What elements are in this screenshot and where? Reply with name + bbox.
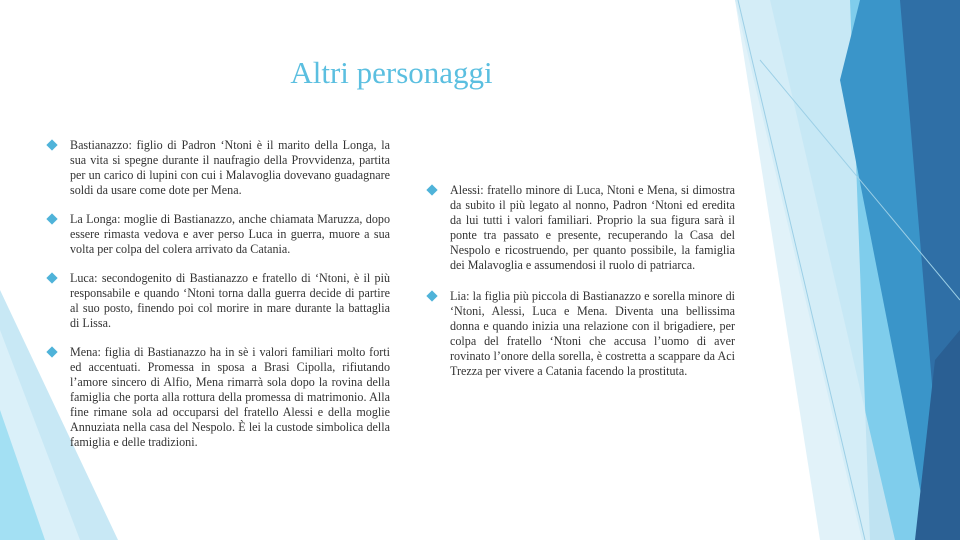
bullet-lia: [428, 289, 735, 379]
character-description: : la figlia più piccola di Bastianazzo e sorella minore di ‘Ntoni, Alessi, Luca e Mena. Diventa una bellissima donna e quando inizia una relazione con il brigadiere, per colpa del fratello ‘Ntoni che accusa l’uomo di aver rovinato l’onore della sorella, è costretta a scappare da Aci Trezza per vivere a Catania facendo la prostituta.: [450, 289, 735, 378]
bullet-luca: [48, 271, 390, 331]
diamond-bullet-icon: [46, 213, 57, 224]
slide-title: Altri personaggi: [290, 55, 493, 90]
diamond-bullet-icon: [46, 139, 57, 150]
character-name: Luca: [70, 271, 95, 285]
left-column: [48, 138, 390, 464]
character-description: : secondogenito di Bastianazzo e fratello di ‘Ntoni, è il più responsabile e quando ‘Ntoni torna dalla guerra decide di partire al suo posto, finendo poi col morire in mare durante la battaglia di Lissa.: [70, 271, 390, 330]
diamond-bullet-icon: [426, 290, 437, 301]
character-name: Lia: [450, 289, 467, 303]
character-description: : figlio di Padron ‘Ntoni è il marito della Longa, la sua vita si spegne durante il naufragio della Provvidenza, partita per un carico di lupini con cui i Malavoglia dovevano guadagnare soldi da usare come dote per Mena.: [70, 138, 390, 197]
character-description: : figlia di Bastianazzo ha in sè i valori familiari molto forti ed accentuati. Promessa in sposa a Brasi Cipolla, rifiutando l’amore sincero di Alfio, Mena rimarrà sola dopo la rovina della famiglia che porta alla rottura della promessa di matrimonio. Alla fine rimane sola ad occuparsi del fratello Alessi e della moglie Annuziata nella casa del Nespolo. È lei la custode simbolica della famiglia e delle tradizioni.: [70, 345, 390, 449]
bullet-mena: [48, 345, 390, 450]
character-description: : fratello minore di Luca, Ntoni e Mena, si dimostra da subito il più legato al nonno, Padron ‘Ntoni ed eredita da lui tutti i valori familiari. Proprio la sua figura sarà il ponte tra passato e presente, recuperando la Casa del Nespolo e ricostruendo, per quanto possibile, la famiglia dei Malavoglia e assumendosi il ruolo di patriarca.: [450, 183, 735, 272]
character-name: Mena: [70, 345, 98, 359]
diamond-bullet-icon: [426, 184, 437, 195]
diamond-bullet-icon: [46, 272, 57, 283]
character-name: La Longa: [70, 212, 118, 226]
character-name: Bastianazzo: [70, 138, 129, 152]
bullet-la-longa: [48, 212, 390, 257]
character-description: : moglie di Bastianazzo, anche chiamata Maruzza, dopo essere rimasta vedova e aver perso Luca in guerra, muore a sua volta per colpa del colera arrivato da Catania.: [70, 212, 390, 256]
character-name: Alessi: [450, 183, 481, 197]
right-column: [428, 183, 735, 393]
diamond-bullet-icon: [46, 346, 57, 357]
bullet-alessi: [428, 183, 735, 273]
bullet-bastianazzo: [48, 138, 390, 198]
